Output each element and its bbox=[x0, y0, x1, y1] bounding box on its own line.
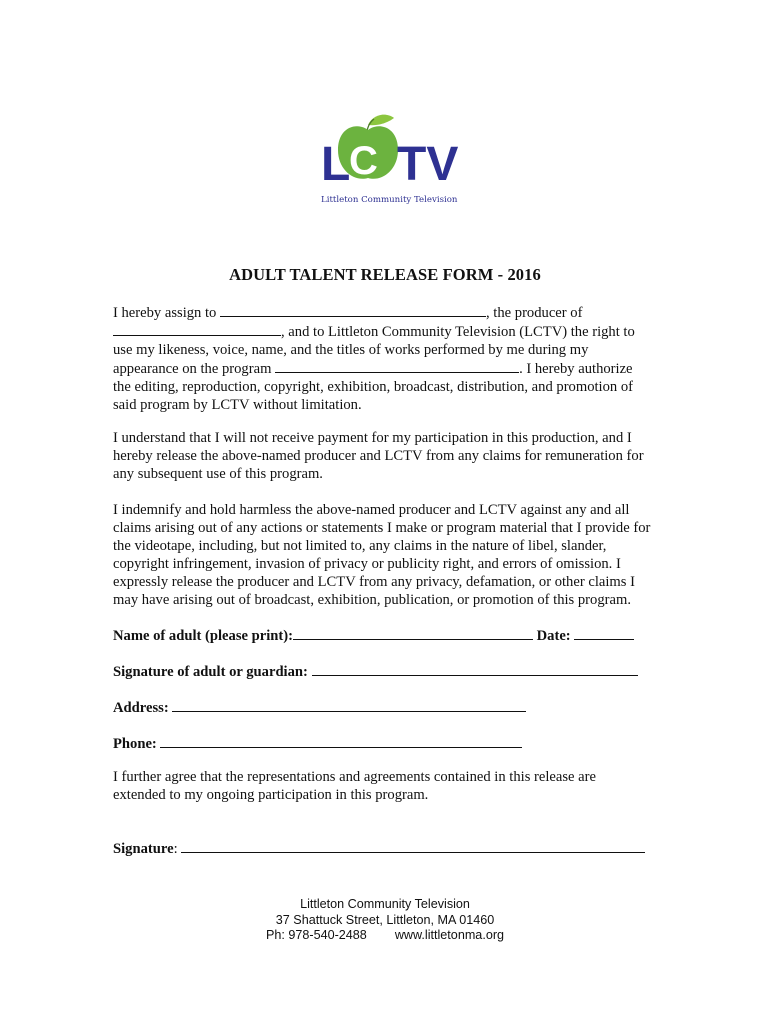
assignment-line-3: use my likeness, voice, name, and the titles of works performed by me during my bbox=[113, 342, 589, 358]
footer-org: Littleton Community Television bbox=[300, 897, 470, 911]
date-field[interactable] bbox=[574, 625, 634, 640]
footer-website[interactable]: www.littletonma.org bbox=[394, 928, 505, 942]
final-signature-field[interactable] bbox=[181, 839, 645, 853]
indemnity-paragraph: I indemnify and hold harmless the above-named producer and LCTV against any and all claims arising out of any actions or statements I make or program material that I provide for the videotape, including, but not limited to, any claims in the nature of libel, slander, copyright infringement, invasion of privacy or publicity right, and errors of omission. I expressly release the producer and LCTV from any privacy, defamation, or other claims I may have arising out of broadcast, exhibition, publication, or promotion of this program. bbox=[113, 502, 651, 608]
footer-phone: Ph: 978-540-2488 bbox=[265, 928, 367, 942]
logo-subtitle: Littleton Community Television bbox=[321, 195, 458, 205]
assignment-line-1: I hereby assign to , the producer of bbox=[113, 305, 583, 321]
assignee-blank[interactable] bbox=[220, 303, 486, 317]
address-row: Address: bbox=[113, 697, 526, 717]
assignment-line-6: said program by LCTV without limitation. bbox=[113, 397, 362, 413]
footer bbox=[0, 897, 770, 944]
producer-blank[interactable] bbox=[113, 322, 281, 336]
assignment-line-4: appearance on the program . I hereby authorize bbox=[113, 361, 633, 377]
name-date-row: Name of adult (please print): Date: bbox=[113, 625, 634, 645]
form-title: ADULT TALENT RELEASE FORM - 2016 bbox=[229, 265, 541, 284]
payment-paragraph: I understand that I will not receive payment for my participation in this production, and I hereby release the above-named producer and LCTV from any claims for remuneration for any subsequent use of this program. bbox=[113, 430, 644, 482]
logo-letters-tv: TV bbox=[397, 138, 459, 191]
address-field[interactable] bbox=[172, 697, 526, 712]
ongoing-participation-paragraph: I further agree that the representations and agreements contained in this release are extended to my ongoing participation in this program. bbox=[113, 769, 596, 803]
logo-letter-l: L bbox=[321, 138, 351, 191]
assignment-line-2: , and to Littleton Community Television (LCTV) the right to bbox=[113, 322, 661, 341]
guardian-signature-row: Signature of adult or guardian: bbox=[113, 661, 638, 681]
lctv-logo bbox=[318, 112, 459, 205]
logo-letter-c: C bbox=[349, 139, 378, 183]
assignment-line-5: the editing, reproduction, copyright, exhibition, broadcast, distribution, and promotion of bbox=[113, 379, 634, 395]
guardian-signature-field[interactable] bbox=[312, 661, 638, 676]
footer-address: 37 Shattuck Street, Littleton, MA 01460 bbox=[275, 912, 495, 927]
adult-name-field[interactable] bbox=[293, 625, 533, 640]
footer-contact bbox=[0, 928, 770, 944]
program-blank[interactable] bbox=[275, 359, 519, 373]
assignment-paragraph bbox=[113, 303, 661, 414]
phone-row: Phone: bbox=[113, 733, 522, 753]
final-signature-row: Signature: bbox=[113, 839, 645, 858]
phone-field[interactable] bbox=[160, 733, 522, 748]
